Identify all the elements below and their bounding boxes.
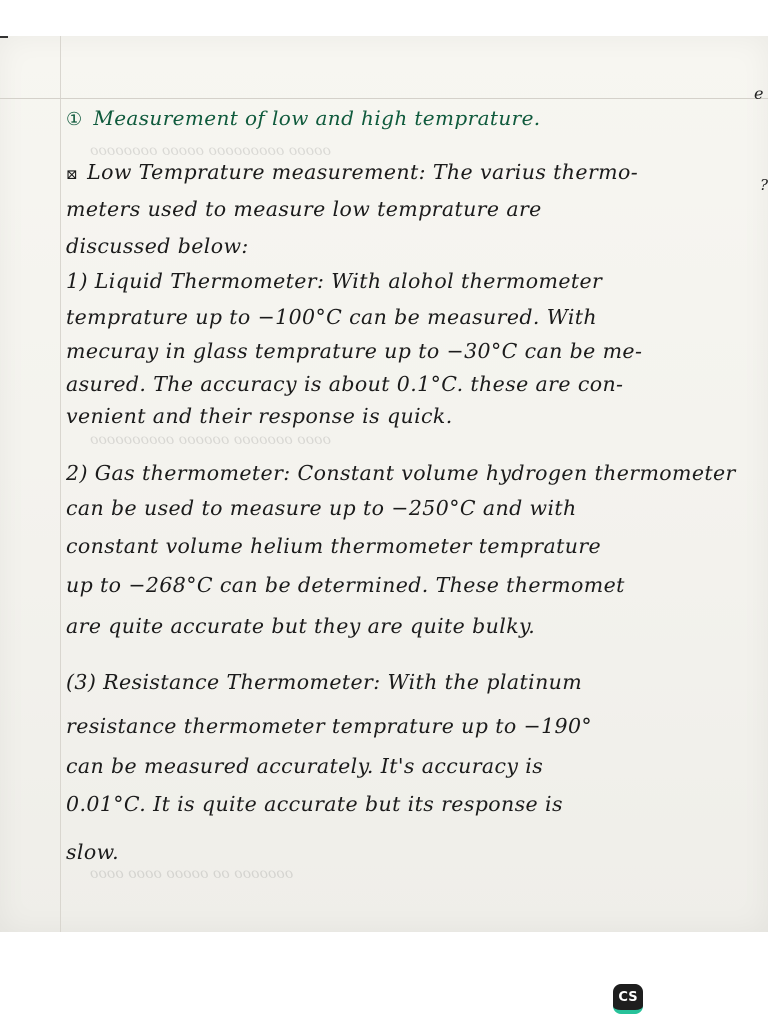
top-rule xyxy=(0,98,768,99)
text-line: meters used to measure low temprature are xyxy=(66,197,542,221)
text-line xyxy=(66,160,638,184)
text-line: resistance thermometer temprature up to −190° xyxy=(66,714,593,738)
text-line: 2) Gas thermometer: Constant volume hydrogen thermometer xyxy=(66,461,736,485)
text-line: are quite accurate but they are quite bulky. xyxy=(66,614,536,638)
text-line: (3) Resistance Thermometer: With the platinum xyxy=(66,670,583,694)
text-line: discussed below: xyxy=(66,234,249,258)
edge-mark: ? xyxy=(760,176,768,194)
text-line: can be measured accurately. It's accuracy is xyxy=(66,754,544,778)
bleed-through: ooooooo oo ooooo oooo oooo xyxy=(90,866,294,882)
margin-line xyxy=(60,36,61,932)
camscanner-logo-icon: CS xyxy=(613,984,643,1014)
line-text: Low Temprature measurement: The varius thermo- xyxy=(87,160,639,184)
text-line: up to −268°C can be determined. These thermomet xyxy=(66,573,625,597)
text-line: venient and their response is quick. xyxy=(66,404,453,428)
text-line: temprature up to −100°C can be measured. With xyxy=(66,305,598,329)
text-line: mecuray in glass temprature up to −30°C can be me- xyxy=(66,339,643,363)
text-line: asured. The accuracy is about 0.1°C. these are con- xyxy=(66,372,624,396)
heading-text: Measurement of low and high temprature. xyxy=(93,106,541,130)
text-line: slow. xyxy=(66,840,120,864)
text-line: 1) Liquid Thermometer: With alohol thermometer xyxy=(66,269,603,293)
bleed-through: oooo ooooooo oooooo oooooooooo xyxy=(90,432,331,448)
heading-number: ① xyxy=(66,109,83,130)
checkbox-mark-icon: ⊠ xyxy=(66,167,79,183)
text-line: can be used to measure up to −250°C and with xyxy=(66,496,577,520)
text-line: 0.01°C. It is quite accurate but its response is xyxy=(66,792,563,816)
edge-mark: e xyxy=(754,84,764,103)
page-heading xyxy=(66,106,541,130)
text-line: constant volume helium thermometer temprature xyxy=(66,534,602,558)
edge-tick xyxy=(0,36,8,38)
bleed-through: ooooo ooooooooo ooooo oooooooo xyxy=(90,143,331,159)
